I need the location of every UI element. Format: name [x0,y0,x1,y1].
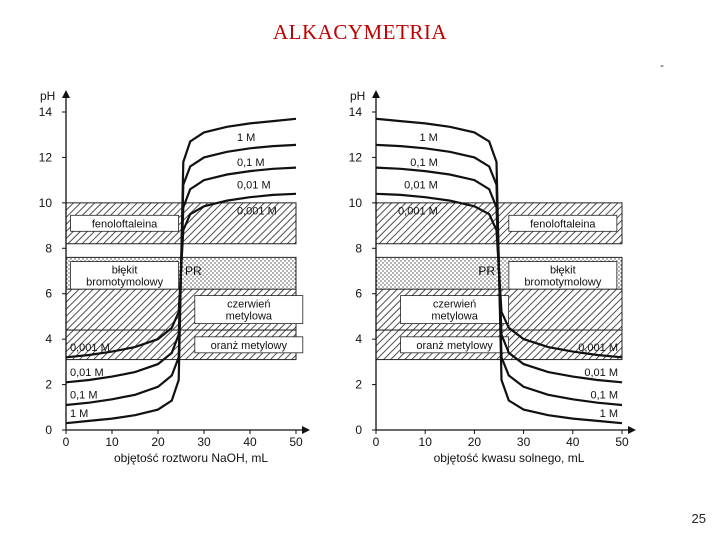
series-label: 0,1 M [70,389,98,402]
x-tick-label: 40 [243,435,257,449]
y-axis-label: pH [350,89,366,103]
x-axis-label: objętość kwasu solnego, mL [433,451,585,465]
y-tick-label: 12 [38,150,52,165]
series-label: 0,001 M [237,205,277,218]
indicator-label: czerwień [432,298,477,311]
y-tick-label: 0 [355,423,362,437]
x-axis-arrow [302,426,310,434]
x-tick-label: 20 [151,435,165,449]
y-tick-label: 14 [348,105,362,119]
series-label: 0,1 M [237,156,265,169]
series-label: 0,001 M [398,205,438,218]
y-axis-label: pH [40,89,56,103]
y-tick-label: 0 [45,423,52,437]
indicator-label: błękit [111,264,138,277]
x-tick-label: 40 [566,435,580,449]
x-tick-label: 10 [105,435,119,449]
x-tick-label: 50 [289,435,303,449]
y-tick-label: 14 [38,105,52,119]
x-tick-label: 0 [372,435,380,449]
series-label: 0,01 M [584,367,618,380]
y-tick-label: 4 [45,332,52,347]
page-number: 25 [691,511,706,526]
equivalence-point-label: PR [478,264,495,278]
series-label: 1 M [70,407,89,420]
y-axis-arrow [372,90,380,98]
series-label: 1 M [419,131,438,144]
series-label: 1 M [599,407,618,420]
y-tick-label: 2 [355,377,362,392]
y-tick-label: 10 [38,195,52,210]
y-tick-label: 10 [348,195,362,210]
series-label: 0,01 M [237,179,271,192]
series-label: 0,1 M [590,389,618,402]
x-axis-label: objętość roztworu NaOH, mL [113,451,269,465]
series-label: 0,01 M [404,179,438,192]
series-label: 0,001 M [578,342,618,355]
series-label: 0,001 M [70,342,110,355]
series-label: 0,1 M [410,156,438,169]
x-tick-label: 50 [615,435,629,449]
indicator-label: błękit [549,264,576,277]
indicator-label: bromotymolowy [524,276,602,289]
y-tick-label: 6 [355,286,362,301]
series-label: 0,01 M [70,367,104,380]
slide-title: ALKACYMETRIA [273,20,447,44]
y-tick-label: 12 [348,150,362,165]
y-tick-label: 8 [45,241,52,256]
indicator-label: oranż metylowy [210,339,288,352]
y-tick-label: 6 [45,286,52,301]
corner-mark: - [660,58,664,72]
x-tick-label: 0 [62,435,70,449]
indicator-label: bromotymolowy [86,276,164,289]
x-tick-label: 30 [197,435,211,449]
indicator-label: czerwień [227,298,271,311]
x-tick-label: 20 [467,435,482,449]
indicator-label: metylowa [431,310,478,323]
indicator-label: metylowa [225,310,273,323]
equivalence-point-label: PR [185,264,202,278]
hcl-titration-panel [349,89,636,465]
x-tick-label: 30 [516,435,531,449]
x-axis-arrow [628,426,636,434]
indicator-label: fenoloftaleina [530,218,596,231]
naoh-titration-panel [39,89,310,465]
y-tick-label: 2 [45,377,52,392]
y-tick-label: 8 [355,241,362,256]
y-tick-label: 4 [355,332,362,347]
series-label: 1 M [237,131,256,144]
indicator-label: fenoloftaleina [91,218,158,231]
indicator-label: oranż metylowy [416,339,493,352]
x-tick-label: 10 [418,435,432,449]
y-axis-arrow [62,90,70,98]
